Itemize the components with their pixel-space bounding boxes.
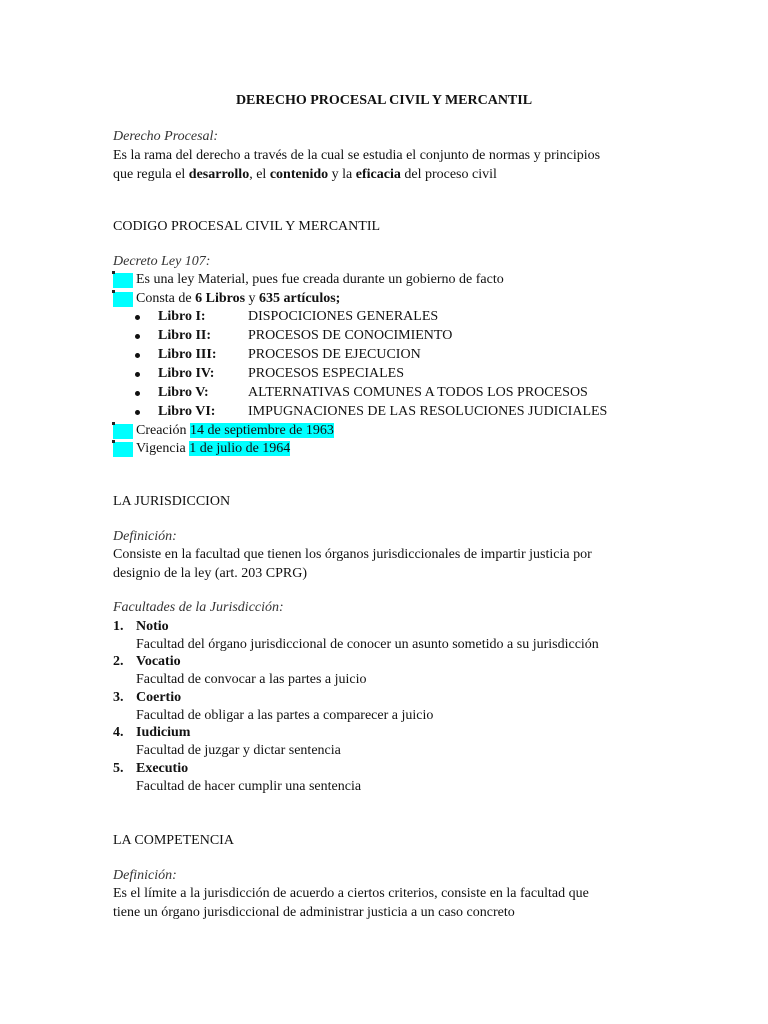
libro-item bbox=[158, 308, 438, 326]
highlight-marker bbox=[113, 424, 133, 439]
derecho-procesal-line1: Es la rama del derecho a través de la cual se estudia el conjunto de normas y principios bbox=[113, 148, 601, 163]
competencia-def-line1: Es el límite a la jurisdicción de acuerdo a ciertos criterios, consiste en la facultad que bbox=[113, 886, 589, 901]
libro-desc: PROCESOS ESPECIALES bbox=[248, 366, 404, 381]
facultad-number: 2. bbox=[113, 654, 124, 669]
bold-6-libros: 6 Libros bbox=[195, 291, 246, 306]
highlight-marker bbox=[113, 292, 133, 307]
text-span: Consta de bbox=[136, 291, 196, 306]
text-span: y bbox=[245, 291, 260, 306]
libro-desc: ALTERNATIVAS COMUNES A TODOS LOS PROCESOS bbox=[248, 385, 588, 400]
decreto-heading: Decreto Ley 107: bbox=[113, 254, 211, 269]
facultad-desc: Facultad del órgano jurisdiccional de conocer un asunto sometido a su jurisdicción bbox=[136, 637, 599, 652]
libro-name: Libro IV: bbox=[158, 366, 215, 381]
competencia-heading: LA COMPETENCIA bbox=[113, 833, 234, 848]
jurisdiccion-def-heading: Definición: bbox=[113, 529, 177, 544]
facultad-name: Coertio bbox=[136, 690, 182, 705]
bold-contenido: contenido bbox=[269, 167, 329, 182]
marker-dot bbox=[112, 422, 115, 425]
facultad-number: 5. bbox=[113, 761, 124, 776]
competencia-def-line2: tiene un órgano jurisdiccional de administrar justicia a un caso concreto bbox=[113, 905, 515, 920]
text-span: y la bbox=[328, 167, 356, 182]
text-span: que regula el bbox=[113, 167, 189, 182]
facultades-heading: Facultades de la Jurisdicción: bbox=[113, 600, 284, 615]
libro-item bbox=[158, 403, 607, 421]
creacion-label: Creación bbox=[136, 423, 191, 438]
text-span: del proceso civil bbox=[400, 167, 497, 182]
derecho-procesal-heading: Derecho Procesal: bbox=[113, 129, 219, 144]
facultad-desc: Facultad de hacer cumplir una sentencia bbox=[136, 779, 362, 794]
libro-item bbox=[158, 365, 404, 383]
libro-desc: DISPOCICIONES GENERALES bbox=[248, 309, 439, 324]
facultad-desc: Facultad de juzgar y dictar sentencia bbox=[136, 743, 341, 758]
bold-635-articulos: 635 artículos; bbox=[259, 291, 341, 306]
facultad-number: 4. bbox=[113, 725, 124, 740]
creacion-line bbox=[136, 422, 334, 440]
facultad-desc: Facultad de obligar a las partes a comparecer a juicio bbox=[136, 708, 434, 723]
libro-item bbox=[158, 384, 588, 402]
libro-desc: IMPUGNACIONES DE LAS RESOLUCIONES JUDICIALES bbox=[248, 404, 608, 419]
jurisdiccion-def-line1: Consiste en la facultad que tienen los órganos jurisdiccionales de impartir justicia por bbox=[113, 547, 592, 562]
codigo-item-1: Es una ley Material, pues fue creada durante un gobierno de facto bbox=[136, 272, 504, 287]
bold-eficacia: eficacia bbox=[355, 167, 401, 182]
bullet-icon bbox=[135, 391, 140, 396]
bullet-icon bbox=[135, 410, 140, 415]
marker-dot bbox=[112, 290, 115, 293]
highlight-marker bbox=[113, 273, 133, 288]
libro-item bbox=[158, 346, 421, 364]
libro-name: Libro I: bbox=[158, 309, 206, 324]
facultad-name: Vocatio bbox=[136, 654, 181, 669]
facultad-name: Executio bbox=[136, 761, 189, 776]
facultad-name: Notio bbox=[136, 619, 169, 634]
competencia-def-heading: Definición: bbox=[113, 868, 177, 883]
bullet-icon bbox=[135, 315, 140, 320]
bold-desarrollo: desarrollo bbox=[188, 167, 250, 182]
bullet-icon bbox=[135, 334, 140, 339]
marker-dot bbox=[112, 440, 115, 443]
jurisdiccion-def-line2: designio de la ley (art. 203 CPRG) bbox=[113, 566, 308, 581]
page-title: DERECHO PROCESAL CIVIL Y MERCANTIL bbox=[235, 93, 533, 108]
codigo-item-2 bbox=[136, 290, 340, 308]
vigencia-label: Vigencia bbox=[136, 441, 190, 456]
derecho-procesal-line2 bbox=[113, 166, 497, 184]
facultad-number: 1. bbox=[113, 619, 124, 634]
highlight-marker bbox=[113, 442, 133, 457]
vigencia-line bbox=[136, 440, 290, 458]
creacion-date: 14 de septiembre de 1963 bbox=[190, 423, 334, 438]
facultad-desc: Facultad de convocar a las partes a juicio bbox=[136, 672, 367, 687]
libro-desc: PROCESOS DE CONOCIMIENTO bbox=[248, 328, 453, 343]
codigo-heading: CODIGO PROCESAL CIVIL Y MERCANTIL bbox=[113, 219, 381, 234]
libro-item bbox=[158, 327, 452, 345]
facultad-name: Iudicium bbox=[136, 725, 191, 740]
libro-desc: PROCESOS DE EJECUCION bbox=[248, 347, 421, 362]
bullet-icon bbox=[135, 372, 140, 377]
facultad-number: 3. bbox=[113, 690, 124, 705]
marker-dot bbox=[112, 271, 115, 274]
libro-name: Libro V: bbox=[158, 385, 209, 400]
bullet-icon bbox=[135, 353, 140, 358]
jurisdiccion-heading: LA JURISDICCION bbox=[113, 494, 231, 509]
text-span: , el bbox=[249, 167, 270, 182]
vigencia-date: 1 de julio de 1964 bbox=[189, 441, 291, 456]
libro-name: Libro VI: bbox=[158, 404, 216, 419]
libro-name: Libro II: bbox=[158, 328, 212, 343]
libro-name: Libro III: bbox=[158, 347, 217, 362]
